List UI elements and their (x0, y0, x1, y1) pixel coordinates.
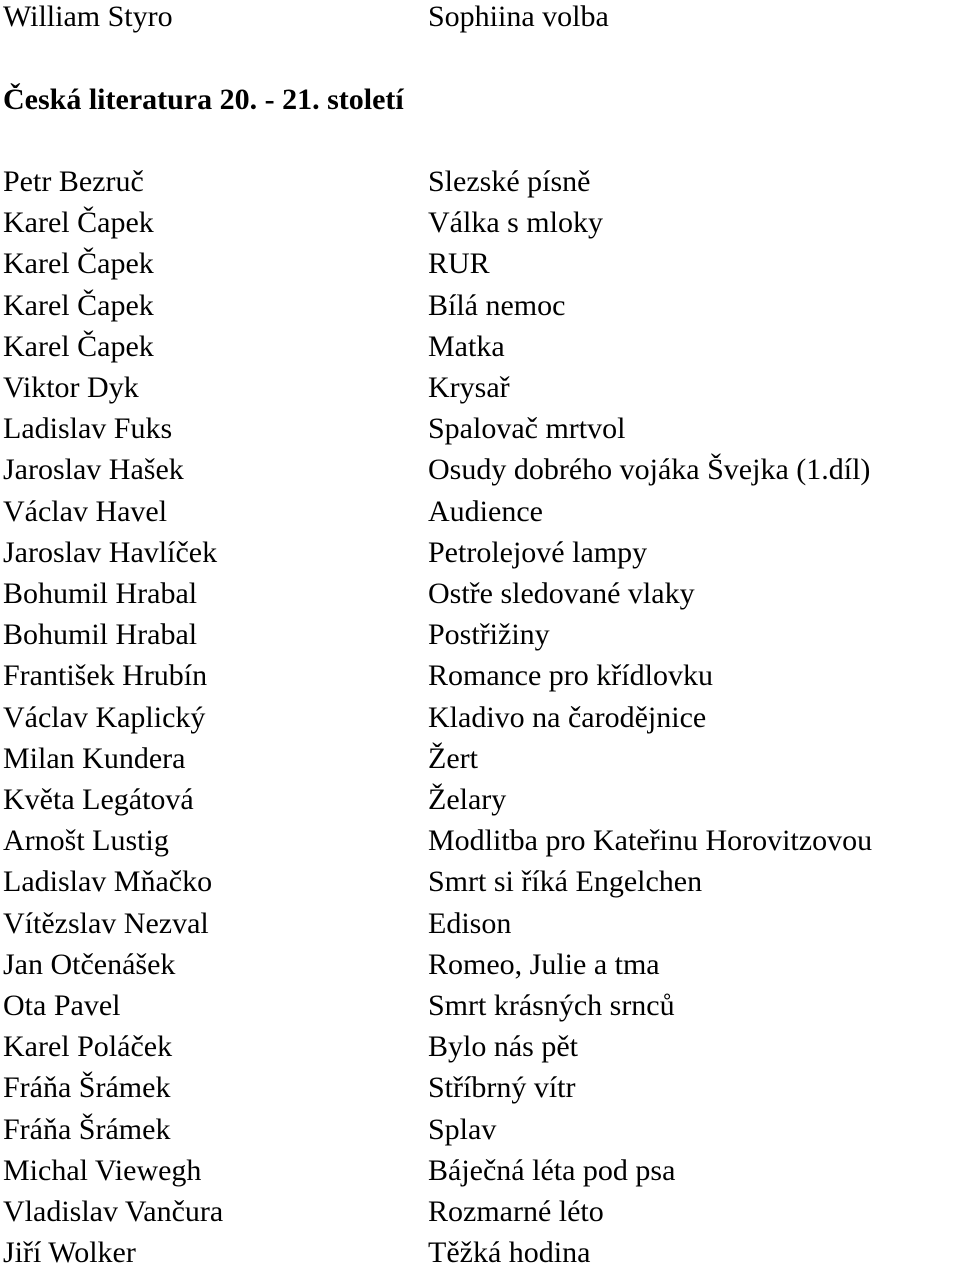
entry-title: Romeo, Julie a tma (428, 947, 660, 981)
entry-author: Jaroslav Havlíček (3, 535, 218, 569)
entry-author: Karel Čapek (3, 206, 154, 240)
header-title: Sophiina volba (428, 0, 609, 33)
entry-author: František Hrubín (3, 659, 208, 693)
entry-title: Válka s mloky (428, 206, 603, 240)
entry-author: Fráňa Šrámek (3, 1071, 171, 1105)
entry-title: Splav (428, 1112, 497, 1146)
entry-author: Květa Legátová (3, 783, 194, 816)
header-row (3, 0, 958, 37)
entry-author: Václav Kaplický (3, 700, 206, 734)
entry-author: Jan Otčenášek (3, 947, 176, 981)
list-item (3, 532, 958, 573)
entry-author: Karel Čapek (3, 288, 154, 322)
list-item (3, 1150, 958, 1191)
section-heading: Česká literatura 20. - 21. století (3, 83, 404, 116)
entry-title: Rozmarné léto (428, 1195, 604, 1228)
list-item (3, 903, 958, 944)
entry-author: Karel Čapek (3, 247, 154, 281)
list-item (3, 491, 958, 532)
entry-title: Postřižiny (428, 618, 550, 652)
entry-title: Osudy dobrého vojáka Švejka (1.díl) (428, 453, 871, 487)
entry-title: Bylo nás pět (428, 1030, 578, 1064)
entry-title: Spalovač mrtvol (428, 412, 626, 446)
entry-author: Karel Poláček (3, 1030, 173, 1064)
entry-author: Vítězslav Nezval (3, 906, 209, 940)
list-item (3, 285, 958, 326)
entry-title: Smrt si říká Engelchen (428, 865, 703, 899)
list-item (3, 1109, 958, 1150)
list-item (3, 367, 958, 408)
entry-author: Milan Kundera (3, 741, 186, 775)
list-item (3, 1232, 958, 1273)
list-item (3, 408, 958, 449)
entry-author: Bohumil Hrabal (3, 618, 198, 652)
list-item (3, 243, 958, 284)
list-item (3, 161, 958, 202)
entry-title: Ostře sledované vlaky (428, 577, 695, 610)
entry-author: Ladislav Fuks (3, 412, 173, 446)
list-item (3, 697, 958, 738)
entry-title: Romance pro křídlovku (428, 659, 713, 693)
entry-author: Michal Viewegh (3, 1153, 202, 1187)
header-author: William Styro (3, 0, 173, 33)
list-item (3, 614, 958, 655)
list-item (3, 779, 958, 820)
list-item (3, 449, 958, 490)
entry-title: Audience (428, 494, 543, 528)
entry-author: Arnošt Lustig (3, 824, 169, 858)
entry-title: Báječná léta pod psa (428, 1153, 676, 1187)
list-item (3, 1026, 958, 1067)
entry-title: Krysař (428, 371, 510, 404)
entry-author: Bohumil Hrabal (3, 577, 198, 610)
entry-author: Karel Čapek (3, 329, 154, 363)
list-item (3, 655, 958, 696)
entry-author: Ladislav Mňačko (3, 865, 213, 899)
entry-title: Kladivo na čarodějnice (428, 700, 707, 734)
list-item (3, 326, 958, 367)
entry-title: RUR (428, 247, 490, 281)
list-item (3, 944, 958, 985)
list-item (3, 573, 958, 614)
entry-author: Petr Bezruč (3, 165, 144, 198)
list-item (3, 820, 958, 861)
entry-title: Slezské písně (428, 165, 591, 198)
entry-title: Žert (428, 741, 478, 775)
entry-title: Bílá nemoc (428, 288, 566, 322)
entry-author: Jaroslav Hašek (3, 453, 184, 487)
entry-author: Ota Pavel (3, 989, 121, 1022)
entry-title: Stříbrný vítr (428, 1071, 576, 1105)
list-item (3, 202, 958, 243)
entry-title: Těžká hodina (428, 1236, 591, 1270)
list-item (3, 738, 958, 779)
entry-title: Petrolejové lampy (428, 535, 648, 569)
entry-title: Modlitba pro Kateřinu Horovitzovou (428, 824, 873, 858)
entry-author: Václav Havel (3, 494, 168, 528)
entry-author: Viktor Dyk (3, 371, 139, 404)
entry-author: Jiří Wolker (3, 1236, 136, 1270)
entry-title: Edison (428, 906, 512, 940)
entry-title: Matka (428, 329, 505, 363)
list-item (3, 1191, 958, 1232)
entry-title: Želary (428, 783, 507, 816)
entry-author: Vladislav Vančura (3, 1195, 224, 1228)
entry-author: Fráňa Šrámek (3, 1112, 171, 1146)
list-item (3, 861, 958, 902)
list-item (3, 985, 958, 1026)
entry-title: Smrt krásných srnců (428, 989, 675, 1022)
list-item (3, 1067, 958, 1108)
